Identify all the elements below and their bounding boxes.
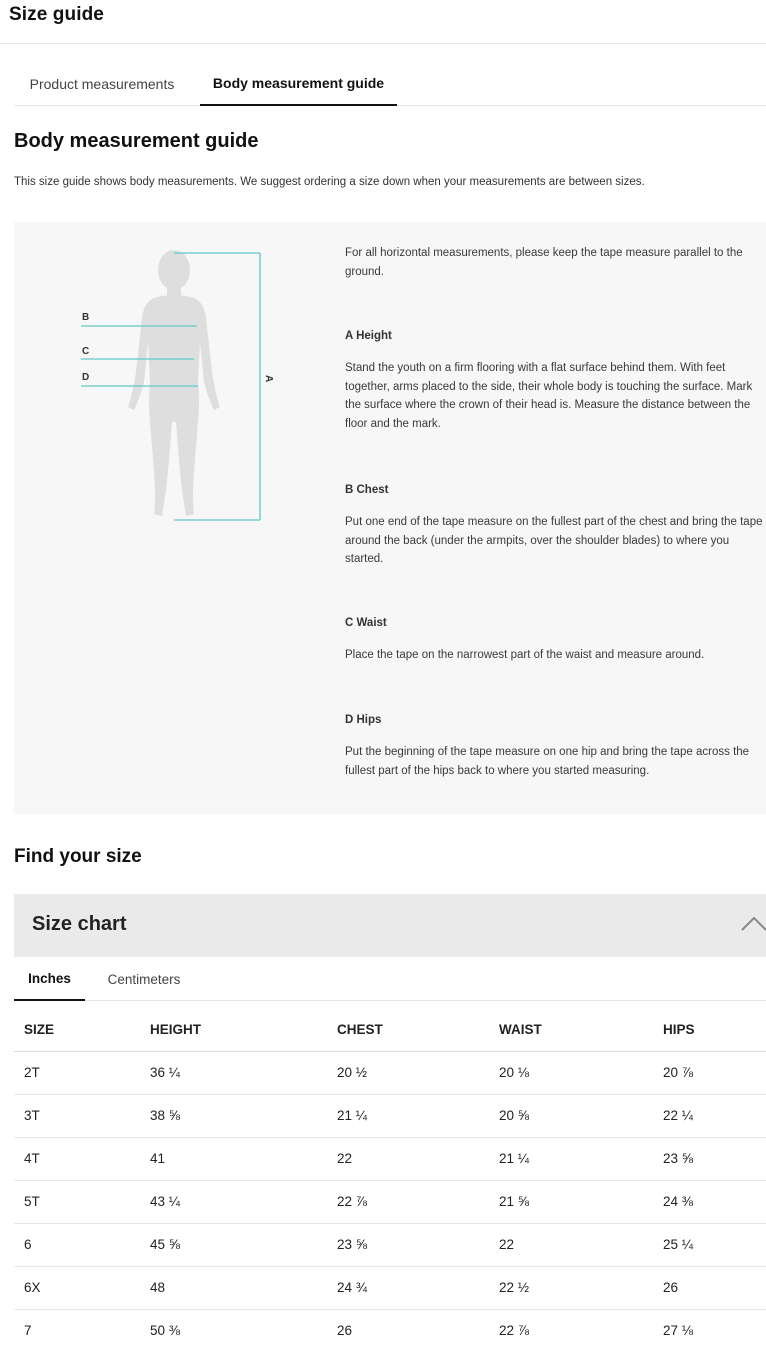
table-cell: 6X xyxy=(14,1266,140,1309)
table-cell: 22 ⅞ xyxy=(489,1309,653,1347)
size-chart-table xyxy=(14,1008,766,1347)
table-cell: 22 ¼ xyxy=(653,1094,766,1137)
hips-text: Put the beginning of the tape measure on one hip and bring the tape across the fullest part of the hips back to where you started measuring. xyxy=(345,746,750,777)
table-row xyxy=(14,1180,766,1223)
column-header-height: HEIGHT xyxy=(140,1008,327,1051)
table-cell: 26 xyxy=(327,1309,489,1347)
table-cell: 50 ⅜ xyxy=(140,1309,327,1347)
tab-inches[interactable]: Inches xyxy=(14,958,85,1001)
table-row xyxy=(14,1094,766,1137)
table-cell: 3T xyxy=(14,1094,140,1137)
label-b: B xyxy=(82,312,90,323)
waist-text: Place the tape on the narrowest part of the waist and measure around. xyxy=(345,649,705,661)
tab-centimeters[interactable]: Centimeters xyxy=(107,972,181,987)
chevron-up-icon[interactable] xyxy=(740,914,766,932)
table-cell: 2T xyxy=(14,1051,140,1094)
table-cell: 20 ½ xyxy=(327,1051,489,1094)
table-cell: 22 xyxy=(327,1137,489,1180)
waist-label: C Waist xyxy=(345,617,387,629)
table-cell: 20 ⅛ xyxy=(489,1051,653,1094)
table-cell: 41 xyxy=(140,1137,327,1180)
body-figure-illustration xyxy=(14,222,334,814)
table-cell: 6 xyxy=(14,1223,140,1266)
table-cell: 48 xyxy=(140,1266,327,1309)
table-cell: 7 xyxy=(14,1309,140,1347)
table-cell: 22 xyxy=(489,1223,653,1266)
column-header-chest: CHEST xyxy=(327,1008,489,1051)
table-cell: 4T xyxy=(14,1137,140,1180)
table-cell: 20 ⅝ xyxy=(489,1094,653,1137)
page-title: Size guide xyxy=(9,4,104,25)
height-label: A Height xyxy=(345,330,392,342)
table-cell: 38 ⅝ xyxy=(140,1094,327,1137)
size-chart-accordion[interactable] xyxy=(14,894,766,957)
find-your-size-title: Find your size xyxy=(14,846,142,867)
table-cell: 24 ⅜ xyxy=(653,1180,766,1223)
table-cell: 26 xyxy=(653,1266,766,1309)
section-title: Body measurement guide xyxy=(14,130,259,152)
table-cell: 45 ⅝ xyxy=(140,1223,327,1266)
height-text: Stand the youth on a firm flooring with a flat surface behind them. With feet together, arms placed to the side, their whole body is touching the surface. Mark the surface where the crown of their head is. Measure the distance between the floor and the mark. xyxy=(345,362,753,430)
table-row xyxy=(14,1223,766,1266)
tab-product-measurements[interactable]: Product measurements xyxy=(29,76,175,92)
table-cell: 24 ¾ xyxy=(327,1266,489,1309)
table-cell: 22 ½ xyxy=(489,1266,653,1309)
chest-text: Put one end of the tape measure on the fullest part of the chest and bring the tape around the back (under the armpits, over the shoulder blades) to where you started. xyxy=(345,516,763,565)
size-chart-title: Size chart xyxy=(32,913,127,935)
table-cell: 22 ⅞ xyxy=(327,1180,489,1223)
table-header-row xyxy=(14,1008,766,1051)
table-row xyxy=(14,1137,766,1180)
column-header-waist: WAIST xyxy=(489,1008,653,1051)
table-cell: 36 ¼ xyxy=(140,1051,327,1094)
size-guide-header xyxy=(0,0,766,44)
table-cell: 43 ¼ xyxy=(140,1180,327,1223)
column-header-hips: HIPS xyxy=(653,1008,766,1051)
table-cell: 21 ¼ xyxy=(489,1137,653,1180)
table-cell: 25 ¼ xyxy=(653,1223,766,1266)
intro-text: This size guide shows body measurements. We suggest ordering a size down when your measurements are between sizes. xyxy=(14,176,645,188)
table-row xyxy=(14,1309,766,1347)
table-row xyxy=(14,1266,766,1309)
table-cell: 20 ⅞ xyxy=(653,1051,766,1094)
tab-body-measurement-guide[interactable]: Body measurement guide xyxy=(200,62,397,106)
column-header-size: SIZE xyxy=(14,1008,140,1051)
label-d: D xyxy=(82,372,90,383)
table-cell: 27 ⅛ xyxy=(653,1309,766,1347)
table-cell: 5T xyxy=(14,1180,140,1223)
hips-label: D Hips xyxy=(345,714,382,726)
label-c: C xyxy=(82,346,90,357)
child-silhouette xyxy=(128,250,220,516)
unit-tabs xyxy=(14,958,766,1001)
table-cell: 21 ¼ xyxy=(327,1094,489,1137)
table-cell: 23 ⅝ xyxy=(653,1137,766,1180)
chest-label: B Chest xyxy=(345,484,389,496)
horizontal-note: For all horizontal measurements, please keep the tape measure parallel to the ground. xyxy=(345,247,743,278)
table-cell: 23 ⅝ xyxy=(327,1223,489,1266)
measurement-guide-panel xyxy=(14,222,766,814)
guide-tabs xyxy=(14,62,766,106)
label-a: A xyxy=(263,375,274,383)
table-row xyxy=(14,1051,766,1094)
table-cell: 21 ⅝ xyxy=(489,1180,653,1223)
